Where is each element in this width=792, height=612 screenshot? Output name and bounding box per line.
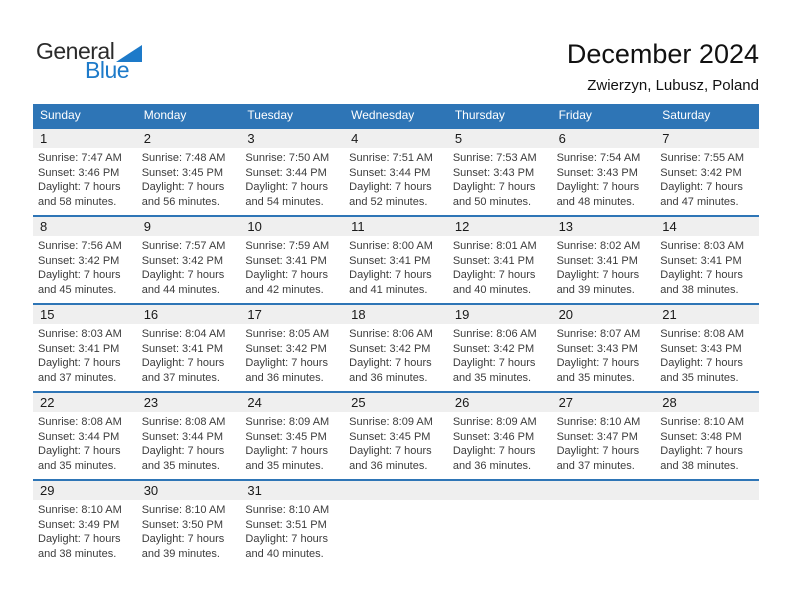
day-number: 20 — [552, 305, 656, 324]
daylight-text: Daylight: 7 hours and 36 minutes. — [452, 445, 536, 472]
day-details — [552, 412, 656, 473]
weekday-header-saturday: Saturday — [662, 108, 711, 122]
weekday-header-sunday: Sunday — [40, 108, 81, 122]
day-number: 29 — [33, 481, 137, 500]
day-details — [655, 500, 759, 503]
daylight-text: Daylight: 7 hours and 52 minutes. — [349, 181, 432, 208]
day-number: 6 — [552, 129, 656, 148]
day-cell — [344, 305, 448, 391]
sunrise-text: Sunrise: 7:50 AM — [245, 152, 330, 164]
day-number: 4 — [344, 129, 448, 148]
daylight-text: Daylight: 7 hours and 37 minutes. — [556, 445, 640, 472]
page-title: December 2024 — [566, 39, 759, 69]
sunset-text: Sunset: 3:45 PM — [141, 166, 224, 179]
day-details — [655, 324, 759, 385]
sunset-text: Sunset: 3:43 PM — [452, 166, 535, 179]
day-details — [552, 236, 656, 297]
day-number: 18 — [344, 305, 448, 324]
day-details — [344, 500, 448, 503]
day-number: 10 — [240, 217, 344, 236]
day-number: 5 — [448, 129, 552, 148]
day-cell — [552, 217, 656, 303]
sunset-text: Sunset: 3:41 PM — [141, 342, 224, 355]
sunset-text: Sunset: 3:50 PM — [141, 518, 224, 531]
daylight-text: Daylight: 7 hours and 58 minutes. — [38, 181, 121, 208]
day-cell — [33, 217, 137, 303]
day-number: 8 — [33, 217, 137, 236]
daylight-text: Daylight: 7 hours and 39 minutes. — [556, 269, 640, 296]
sunrise-text: Sunrise: 7:59 AM — [245, 240, 330, 252]
day-details — [655, 236, 759, 297]
day-details — [448, 236, 552, 297]
sunrise-text: Sunrise: 7:56 AM — [38, 240, 122, 252]
weekday-header-tuesday: Tuesday — [247, 108, 294, 122]
day-cell — [240, 217, 344, 303]
weekday-header-monday: Monday — [143, 108, 187, 122]
daylight-text: Daylight: 7 hours and 48 minutes. — [556, 181, 640, 208]
sunset-text: Sunset: 3:44 PM — [38, 430, 120, 443]
day-cell — [655, 393, 759, 479]
day-details — [344, 148, 448, 209]
daylight-text: Daylight: 7 hours and 38 minutes. — [660, 269, 743, 296]
day-details — [137, 236, 241, 297]
day-cell — [33, 129, 137, 215]
daylight-text: Daylight: 7 hours and 38 minutes. — [660, 445, 743, 472]
sunset-text: Sunset: 3:42 PM — [38, 254, 120, 267]
day-details — [240, 412, 344, 473]
sunset-text: Sunset: 3:42 PM — [349, 342, 431, 355]
week-row — [33, 303, 759, 391]
sunset-text: Sunset: 3:43 PM — [660, 342, 742, 355]
sunrise-text: Sunrise: 7:48 AM — [141, 152, 226, 164]
day-details — [240, 500, 344, 561]
sunset-text: Sunset: 3:47 PM — [556, 430, 638, 443]
day-number: 11 — [344, 217, 448, 236]
day-number: 13 — [552, 217, 656, 236]
weekday-header-thursday: Thursday — [454, 108, 505, 122]
sunset-text: Sunset: 3:42 PM — [245, 342, 327, 355]
daylight-text: Daylight: 7 hours and 39 minutes. — [141, 533, 225, 560]
sunrise-text: Sunrise: 7:47 AM — [38, 152, 122, 164]
weekday-row — [33, 104, 759, 127]
day-cell — [240, 129, 344, 215]
day-cell-empty — [655, 481, 759, 567]
sunrise-text: Sunrise: 8:07 AM — [556, 328, 641, 340]
daylight-text: Daylight: 7 hours and 35 minutes. — [141, 445, 225, 472]
day-details — [655, 148, 759, 209]
sunrise-text: Sunrise: 8:09 AM — [245, 416, 330, 428]
sunset-text: Sunset: 3:51 PM — [245, 518, 327, 531]
day-cell — [448, 305, 552, 391]
day-number: 3 — [240, 129, 344, 148]
day-cell — [137, 393, 241, 479]
daylight-text: Daylight: 7 hours and 35 minutes. — [38, 445, 121, 472]
day-details — [137, 148, 241, 209]
day-number: 15 — [33, 305, 137, 324]
page-subtitle: Zwierzyn, Lubusz, Poland — [587, 77, 759, 95]
day-number: 23 — [137, 393, 241, 412]
daylight-text: Daylight: 7 hours and 54 minutes. — [245, 181, 328, 208]
sunrise-text: Sunrise: 8:10 AM — [660, 416, 745, 428]
sunrise-text: Sunrise: 8:10 AM — [245, 504, 330, 516]
day-details — [448, 324, 552, 385]
day-cell — [448, 129, 552, 215]
calendar-grid — [33, 127, 759, 567]
daylight-text: Daylight: 7 hours and 50 minutes. — [452, 181, 536, 208]
day-details — [33, 324, 137, 385]
day-cell — [655, 305, 759, 391]
daylight-text: Daylight: 7 hours and 42 minutes. — [245, 269, 328, 296]
day-cell — [137, 129, 241, 215]
day-cell — [552, 305, 656, 391]
sunset-text: Sunset: 3:41 PM — [38, 342, 120, 355]
daylight-text: Daylight: 7 hours and 41 minutes. — [349, 269, 432, 296]
day-details — [448, 500, 552, 503]
sunrise-text: Sunrise: 8:08 AM — [141, 416, 226, 428]
sunrise-text: Sunrise: 8:06 AM — [452, 328, 537, 340]
day-details — [33, 500, 137, 561]
sunset-text: Sunset: 3:42 PM — [660, 166, 742, 179]
daylight-text: Daylight: 7 hours and 37 minutes. — [38, 357, 121, 384]
day-number: 16 — [137, 305, 241, 324]
weekday-header-wednesday: Wednesday — [351, 108, 415, 122]
daylight-text: Daylight: 7 hours and 35 minutes. — [245, 445, 328, 472]
day-details — [552, 324, 656, 385]
day-details — [448, 412, 552, 473]
day-details — [33, 412, 137, 473]
week-row — [33, 479, 759, 567]
sunrise-text: Sunrise: 8:09 AM — [452, 416, 537, 428]
sunset-text: Sunset: 3:48 PM — [660, 430, 742, 443]
day-number: 7 — [655, 129, 759, 148]
daylight-text: Daylight: 7 hours and 36 minutes. — [245, 357, 328, 384]
sunset-text: Sunset: 3:49 PM — [38, 518, 120, 531]
day-cell — [33, 305, 137, 391]
day-number — [655, 481, 759, 500]
day-cell — [240, 305, 344, 391]
calendar — [33, 104, 759, 567]
sunrise-text: Sunrise: 7:57 AM — [141, 240, 226, 252]
daylight-text: Daylight: 7 hours and 47 minutes. — [660, 181, 743, 208]
day-cell-empty — [448, 481, 552, 567]
day-details — [137, 500, 241, 561]
weekday-header-friday: Friday — [558, 108, 592, 122]
sunset-text: Sunset: 3:44 PM — [141, 430, 224, 443]
day-cell — [552, 393, 656, 479]
sunset-text: Sunset: 3:45 PM — [245, 430, 327, 443]
day-number — [552, 481, 656, 500]
day-number: 17 — [240, 305, 344, 324]
day-number — [344, 481, 448, 500]
day-cell — [655, 129, 759, 215]
sunrise-text: Sunrise: 8:09 AM — [349, 416, 433, 428]
daylight-text: Daylight: 7 hours and 38 minutes. — [38, 533, 121, 560]
day-cell — [240, 393, 344, 479]
sunrise-text: Sunrise: 8:01 AM — [452, 240, 537, 252]
day-number: 2 — [137, 129, 241, 148]
daylight-text: Daylight: 7 hours and 56 minutes. — [141, 181, 225, 208]
day-number: 28 — [655, 393, 759, 412]
daylight-text: Daylight: 7 hours and 40 minutes. — [245, 533, 328, 560]
sunset-text: Sunset: 3:41 PM — [452, 254, 535, 267]
daylight-text: Daylight: 7 hours and 35 minutes. — [556, 357, 640, 384]
week-row — [33, 127, 759, 215]
sunrise-text: Sunrise: 8:10 AM — [556, 416, 641, 428]
sunrise-text: Sunrise: 8:08 AM — [38, 416, 122, 428]
sunrise-text: Sunrise: 8:02 AM — [556, 240, 641, 252]
day-cell — [137, 481, 241, 567]
sunset-text: Sunset: 3:45 PM — [349, 430, 431, 443]
sunrise-text: Sunrise: 7:54 AM — [556, 152, 641, 164]
day-details — [33, 236, 137, 297]
sunrise-text: Sunrise: 7:51 AM — [349, 152, 433, 164]
day-number — [448, 481, 552, 500]
sunrise-text: Sunrise: 7:55 AM — [660, 152, 745, 164]
day-number: 22 — [33, 393, 137, 412]
day-number: 24 — [240, 393, 344, 412]
sunrise-text: Sunrise: 8:03 AM — [38, 328, 122, 340]
daylight-text: Daylight: 7 hours and 35 minutes. — [660, 357, 743, 384]
day-details — [240, 236, 344, 297]
day-number: 26 — [448, 393, 552, 412]
day-details — [344, 324, 448, 385]
day-number: 25 — [344, 393, 448, 412]
day-cell-empty — [552, 481, 656, 567]
day-cell — [137, 305, 241, 391]
week-row — [33, 391, 759, 479]
logo-text-general: General — [36, 38, 115, 64]
day-number: 30 — [137, 481, 241, 500]
sunset-text: Sunset: 3:41 PM — [660, 254, 742, 267]
sunset-text: Sunset: 3:41 PM — [556, 254, 638, 267]
sunset-text: Sunset: 3:46 PM — [452, 430, 535, 443]
sunset-text: Sunset: 3:41 PM — [245, 254, 327, 267]
general-blue-logo — [36, 40, 142, 82]
sunrise-text: Sunrise: 8:04 AM — [141, 328, 226, 340]
sunrise-text: Sunrise: 8:06 AM — [349, 328, 433, 340]
day-number: 19 — [448, 305, 552, 324]
day-cell — [448, 217, 552, 303]
daylight-text: Daylight: 7 hours and 36 minutes. — [349, 445, 432, 472]
sunrise-text: Sunrise: 8:00 AM — [349, 240, 433, 252]
day-details — [655, 412, 759, 473]
sunrise-text: Sunrise: 7:53 AM — [452, 152, 537, 164]
day-details — [344, 412, 448, 473]
daylight-text: Daylight: 7 hours and 45 minutes. — [38, 269, 121, 296]
day-details — [552, 500, 656, 503]
sunrise-text: Sunrise: 8:03 AM — [660, 240, 745, 252]
day-number: 27 — [552, 393, 656, 412]
daylight-text: Daylight: 7 hours and 36 minutes. — [349, 357, 432, 384]
daylight-text: Daylight: 7 hours and 37 minutes. — [141, 357, 225, 384]
day-cell-empty — [344, 481, 448, 567]
title-block — [567, 38, 759, 94]
day-details — [137, 412, 241, 473]
day-cell — [344, 217, 448, 303]
day-cell — [33, 481, 137, 567]
daylight-text: Daylight: 7 hours and 35 minutes. — [452, 357, 536, 384]
day-details — [240, 324, 344, 385]
week-row — [33, 215, 759, 303]
daylight-text: Daylight: 7 hours and 44 minutes. — [141, 269, 225, 296]
day-number: 1 — [33, 129, 137, 148]
day-number: 21 — [655, 305, 759, 324]
day-cell — [655, 217, 759, 303]
sunrise-text: Sunrise: 8:10 AM — [141, 504, 226, 516]
sunset-text: Sunset: 3:43 PM — [556, 166, 638, 179]
day-details — [552, 148, 656, 209]
day-details — [344, 236, 448, 297]
day-number: 12 — [448, 217, 552, 236]
sunset-text: Sunset: 3:46 PM — [38, 166, 120, 179]
sunset-text: Sunset: 3:42 PM — [141, 254, 224, 267]
day-details — [240, 148, 344, 209]
day-number: 9 — [137, 217, 241, 236]
sunrise-text: Sunrise: 8:08 AM — [660, 328, 745, 340]
day-cell — [344, 129, 448, 215]
sunset-text: Sunset: 3:41 PM — [349, 254, 431, 267]
sunset-text: Sunset: 3:44 PM — [349, 166, 431, 179]
sunset-text: Sunset: 3:43 PM — [556, 342, 638, 355]
day-details — [137, 324, 241, 385]
logo-text-blue: Blue — [85, 57, 130, 83]
day-cell — [344, 393, 448, 479]
day-details — [33, 148, 137, 209]
day-details — [448, 148, 552, 209]
day-cell — [240, 481, 344, 567]
sunrise-text: Sunrise: 8:05 AM — [245, 328, 330, 340]
day-cell — [448, 393, 552, 479]
day-cell — [552, 129, 656, 215]
daylight-text: Daylight: 7 hours and 40 minutes. — [452, 269, 536, 296]
day-number: 31 — [240, 481, 344, 500]
day-number: 14 — [655, 217, 759, 236]
day-cell — [137, 217, 241, 303]
sunset-text: Sunset: 3:42 PM — [452, 342, 535, 355]
sunrise-text: Sunrise: 8:10 AM — [38, 504, 122, 516]
sunset-text: Sunset: 3:44 PM — [245, 166, 327, 179]
day-cell — [33, 393, 137, 479]
